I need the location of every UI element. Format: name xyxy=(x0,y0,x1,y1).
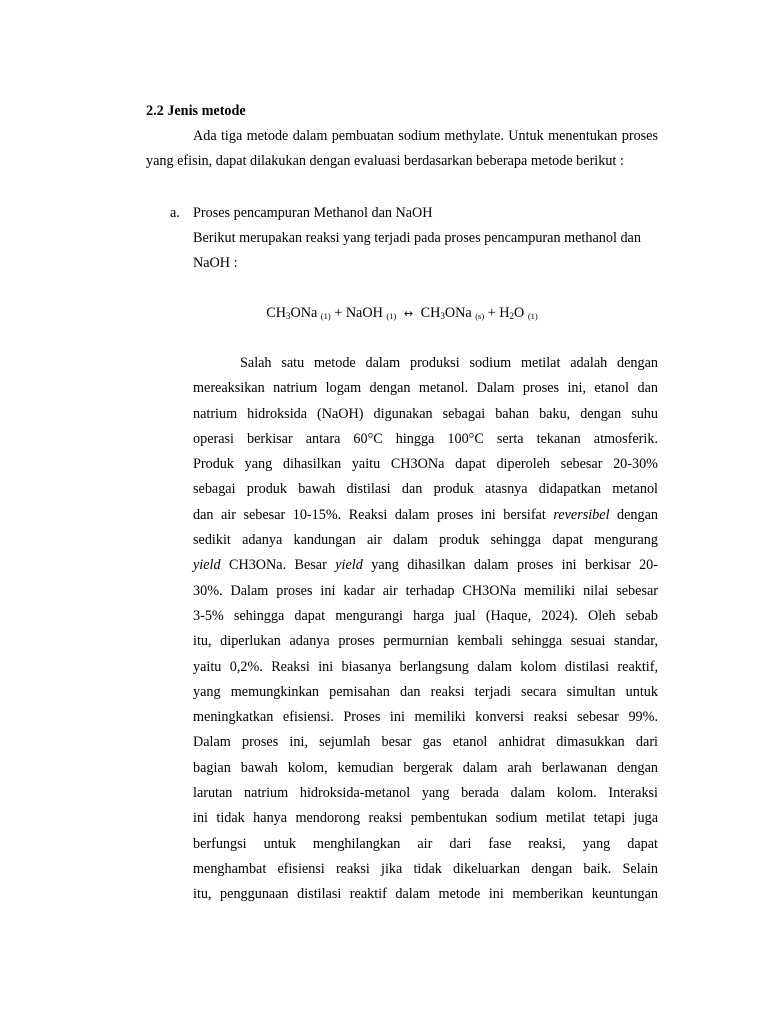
body-line: meningkatkan efisiensi. Proses ini memiliki konversi reaksi sebesar 99%. xyxy=(193,709,658,726)
body-line: yang memungkinkan pemisahan dan reaksi terjadi secara simultan untuk xyxy=(193,683,658,700)
section-heading: 2.2 Jenis metode xyxy=(146,103,246,119)
body-line: natrium hidroksida (NaOH) digunakan sebagai bahan baku, dengan suhu xyxy=(193,405,658,422)
body-line: Salah satu metode dalam produksi sodium metilat adalah dengan xyxy=(240,355,658,371)
list-item-title: Proses pencampuran Methanol dan NaOH xyxy=(193,205,433,221)
list-item-description: Berikut merupakan reaksi yang terjadi pada proses pencampuran methanol dan NaOH : xyxy=(193,230,641,272)
body-line: sedikit adanya kandungan air dalam produk sehingga dapat mengurang xyxy=(193,532,658,549)
body-line: sebagai produk bawah distilasi dan produk atasnya didapatkan metanol xyxy=(193,481,658,498)
reaction-equation xyxy=(146,302,658,327)
reactant-2: + NaOH (1) xyxy=(334,305,397,321)
body-line: yield CH3ONa. Besar yield yang dihasilkan dalam proses ini berkisar 20- xyxy=(193,557,659,574)
italic-term: yield xyxy=(193,557,221,574)
body-line: yaitu 0,2%. Reaksi ini biasanya berlangsung dalam kolom distilasi reaktif, xyxy=(193,658,658,675)
body-line: berfungsi untuk menghilangkan air dari fase reaksi, yang dapat xyxy=(193,835,658,852)
body-line: itu, penggunaan distilasi reaktif dalam metode ini memberikan keuntungan xyxy=(193,886,658,903)
body-line: 3-5% sehingga dapat mengurangi harga jual (Haque, 2024). Oleh sebab xyxy=(193,607,658,624)
product-1: $CH_3ONa$ (s) xyxy=(420,305,485,321)
body-line: operasi berkisar antara 60°C hingga 100°C serta tekanan atmosferik. xyxy=(193,430,658,447)
body-line: bagian bawah kolom, kemudian bergerak dalam arah berlawanan dengan xyxy=(193,759,658,776)
list-marker: a. xyxy=(170,205,180,221)
italic-term: reversibel xyxy=(553,506,610,523)
body-line: itu, diperlukan adanya proses permurnian kembali sehingga sesuai standar, xyxy=(193,633,658,650)
body-line: larutan natrium hidroksida-metanol yang berada dalam kolom. Interaksi xyxy=(193,785,658,802)
body-line: Dalam proses ini, sejumlah besar gas etanol anhidrat dimasukkan dari xyxy=(193,734,658,751)
body-line: Produk yang dihasilkan yaitu CH3ONa dapat diperoleh sebesar 20-30% xyxy=(193,456,658,473)
body-line: menghambat efisiensi reaksi jika tidak dikeluarkan dengan baik. Selain xyxy=(193,860,658,877)
body-line: mereaksikan natrium logam dengan metanol. Dalam proses ini, etanol dan xyxy=(193,380,658,397)
equilibrium-arrow-icon: ↔ xyxy=(403,307,414,320)
italic-term: yield xyxy=(335,557,363,574)
body-paragraph xyxy=(193,351,658,908)
body-line: dan air sebesar 10-15%. Reaksi dalam proses ini bersifat reversibel dengan xyxy=(193,506,659,523)
intro-paragraph: Ada tiga metode dalam pembuatan sodium methylate. Untuk menentukan proses yang efisin, dapat dilakukan dengan evaluasi berdasarkan beberapa metode berikut : xyxy=(146,128,658,170)
body-line: 30%. Dalam proses ini kadar air terhadap CH3ONa memiliki nilai sebesar xyxy=(193,582,658,599)
body-line: ini tidak hanya mendorong reaksi pembentukan sodium metilat tetapi juga xyxy=(193,810,658,827)
product-2: + $H_2O$ (1) xyxy=(487,305,538,321)
reactant-1: $CH_3ONa$ (1) xyxy=(266,305,331,321)
